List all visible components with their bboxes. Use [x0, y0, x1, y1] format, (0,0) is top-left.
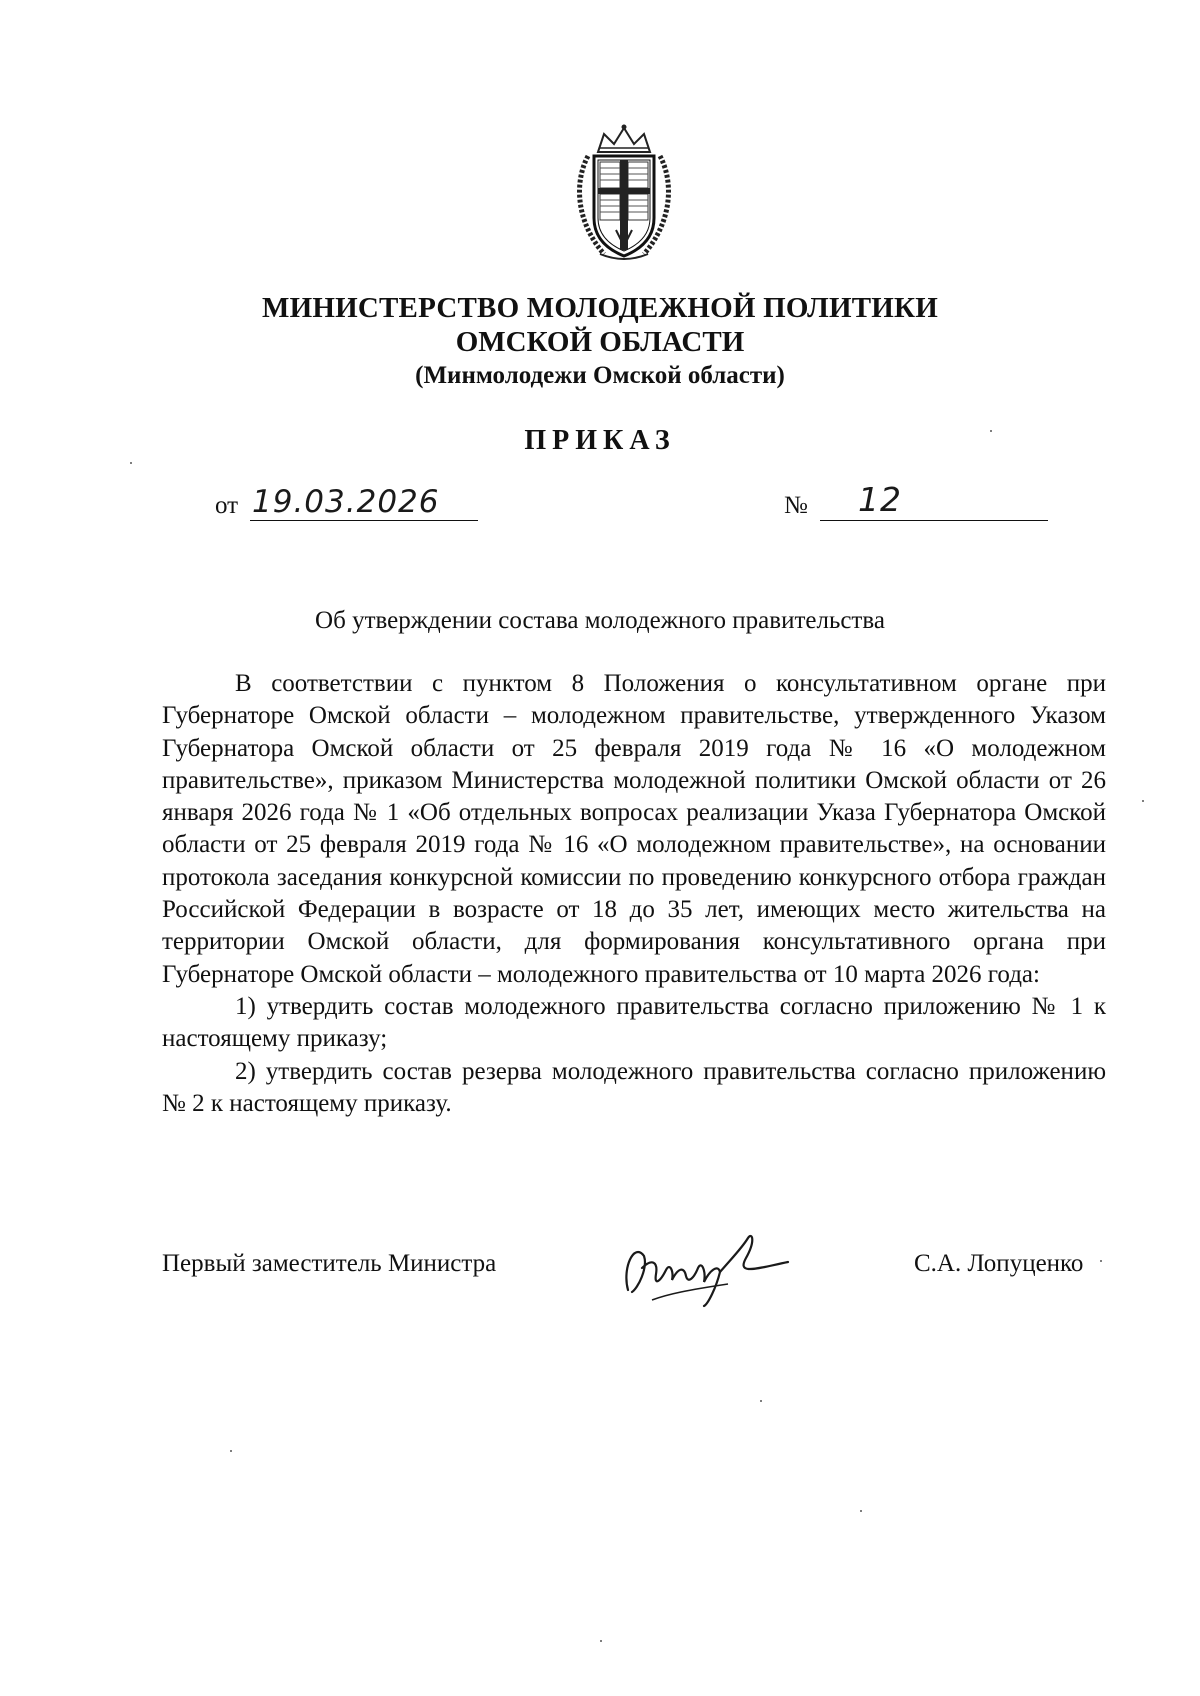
- number-underline: [820, 520, 1048, 521]
- ministry-name-line2: ОМСКОЙ ОБЛАСТИ: [455, 326, 745, 358]
- scan-speck: [1100, 1260, 1102, 1262]
- signatory-name: С.А. Лопуценко: [914, 1250, 1084, 1277]
- handwritten-date: 19.03.2026: [252, 484, 440, 520]
- number-label: №: [784, 492, 808, 519]
- document-type: ПРИКАЗ: [524, 425, 676, 456]
- scan-speck: [230, 1450, 232, 1452]
- handwritten-number: 12: [858, 480, 902, 519]
- order-item-2: 2) утвердить состав резерва молодежного правительства согласно приложению № 2 к настоящему приказу.: [162, 1057, 1106, 1117]
- scan-speck: [760, 1400, 762, 1402]
- ministry-short-name: (Минмолодежи Омской области): [415, 362, 785, 389]
- scan-speck: [130, 462, 132, 464]
- scan-speck: [600, 1640, 602, 1642]
- scan-speck: [1142, 800, 1144, 802]
- scan-speck: [860, 1510, 862, 1512]
- signatory-position: Первый заместитель Министра: [162, 1250, 497, 1277]
- preamble-paragraph: В соответствии с пунктом 8 Положения о консультативном органе при Губернаторе Омской области – молодежном правительстве, утвержденного Указом Губернатора Омской области от 25 февраля 2019 года № 16 «О молодежном правительстве», приказом Министерства молодежной политики Омской области от 26 января 2026 года № 1 «Об отдельных вопросах реализации Указа Губернатора Омской области от 25 февраля 2019 года № 16 «О молодежном правительстве», на основании протокола заседания конкурсной комиссии по проведению конкурсного отбора граждан Российской Федерации в возрасте от 18 до 35 лет, имеющих место жительства на территории Омской области, для формирования консультативного органа при Губернаторе Омской области – молодежного правительства от 10 марта 2026 года:: [162, 670, 1106, 988]
- ministry-name-line1: МИНИСТЕРСТВО МОЛОДЕЖНОЙ ПОЛИТИКИ: [262, 292, 938, 324]
- date-underline: [250, 520, 478, 521]
- document-body: [162, 668, 1106, 1120]
- date-label: от: [215, 492, 239, 519]
- order-item-1: 1) утвердить состав молодежного правительства согласно приложению № 1 к настоящему приказу;: [162, 992, 1106, 1053]
- coat-of-arms-emblem: [570, 122, 678, 264]
- document-title: Об утверждении состава молодежного правительства: [315, 607, 885, 634]
- scan-speck: [990, 430, 992, 432]
- handwritten-signature: [608, 1228, 808, 1308]
